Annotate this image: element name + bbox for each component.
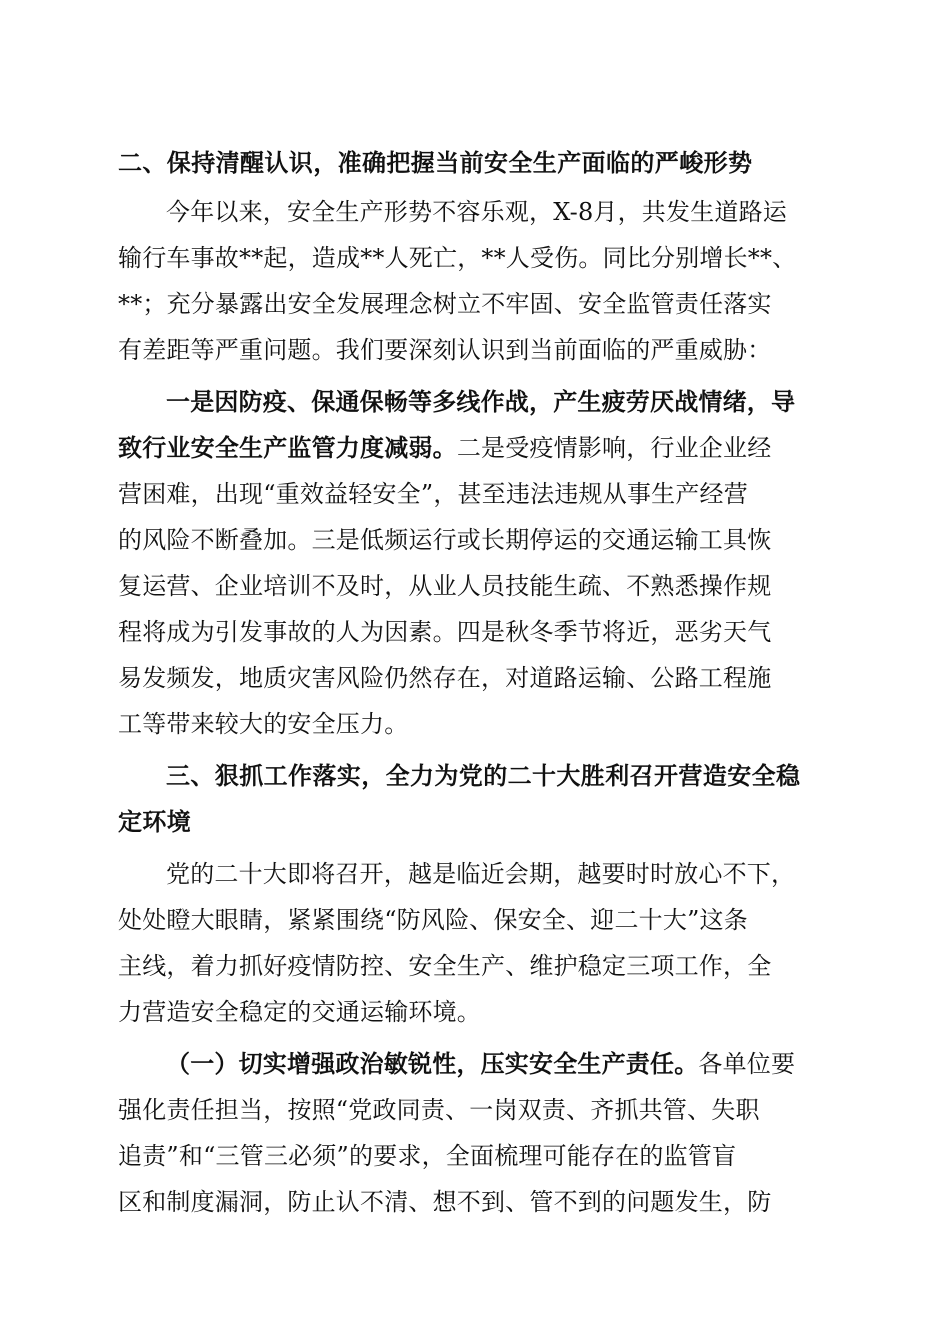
section-3-subsection-1 xyxy=(118,1041,824,1225)
bold-run: （一）切实增强政治敏锐性，压实安全生产责任。 xyxy=(166,1049,699,1078)
paragraph-line: 强化责任担当，按照“党政同责、一岗双责、齐抓共管、失职 xyxy=(118,1096,760,1124)
document-body xyxy=(118,140,824,1225)
heading-line: 定环境 xyxy=(118,808,192,836)
paragraph-line-bold: 一是因防疫、保通保畅等多线作战，产生疲劳厌战情绪，导 xyxy=(166,387,796,416)
paragraph-line: 主线，着力抓好疫情防控、安全生产、维护稳定三项工作，全 xyxy=(118,952,772,980)
paragraph-line: 易发频发，地质灾害风险仍然存在，对道路运输、公路工程施 xyxy=(118,664,772,692)
heading-line: 三、狠抓工作落实，全力为党的二十大胜利召开营造安全稳 xyxy=(166,762,801,790)
paragraph-line: 力营造安全稳定的交通运输环境。 xyxy=(118,998,481,1026)
paragraph-line: 处处瞪大眼睛，紧紧围绕“防风险、保安全、迎二十大”这条 xyxy=(118,906,748,934)
paragraph-line: 复运营、企业培训不及时，从业人员技能生疏、不熟悉操作规 xyxy=(118,572,772,600)
paragraph-line: 营困难，出现“重效益轻安全”，甚至违法违规从事生产经营 xyxy=(118,480,748,508)
paragraph-line: 有差距等严重问题。我们要深刻认识到当前面临的严重威胁： xyxy=(118,336,772,364)
section-3-paragraph-1 xyxy=(118,851,824,1035)
text-run: 二是受疫情影响，行业企业经 xyxy=(456,434,772,462)
paragraph-line xyxy=(118,1041,824,1087)
paragraph-line: 程将成为引发事故的人为因素。四是秋冬季节将近，恶劣天气 xyxy=(118,618,772,646)
paragraph-line: 区和制度漏洞，防止认不清、想不到、管不到的问题发生，防 xyxy=(118,1188,772,1216)
paragraph-line: 的风险不断叠加。三是低频运行或长期停运的交通运输工具恢 xyxy=(118,526,772,554)
section-2-heading: 二、保持清醒认识，准确把握当前安全生产面临的严峻形势 xyxy=(118,149,753,177)
paragraph-line: **；充分暴露出安全发展理念树立不牢固、安全监管责任落实 xyxy=(118,290,772,318)
paragraph-line: 党的二十大即将召开，越是临近会期，越要时时放心不下， xyxy=(166,860,796,888)
bold-run: 致行业安全生产监管力度减弱。 xyxy=(118,433,457,462)
paragraph-line xyxy=(118,425,824,471)
paragraph-line: 今年以来，安全生产形势不容乐观，X-8月，共发生道路运 xyxy=(166,198,788,226)
text-run: 各单位要 xyxy=(698,1050,796,1078)
paragraph-line: 输行车事故**起，造成**人死亡，**人受伤。同比分别增长**、 xyxy=(118,244,797,272)
section-2-paragraph-1 xyxy=(118,189,824,373)
paragraph-line: 工等带来较大的安全压力。 xyxy=(118,710,409,738)
section-3-heading xyxy=(118,753,824,845)
section-2-paragraph-2 xyxy=(118,379,824,747)
paragraph-line: 追责”和“三管三必须”的要求，全面梳理可能存在的监管盲 xyxy=(118,1142,737,1170)
